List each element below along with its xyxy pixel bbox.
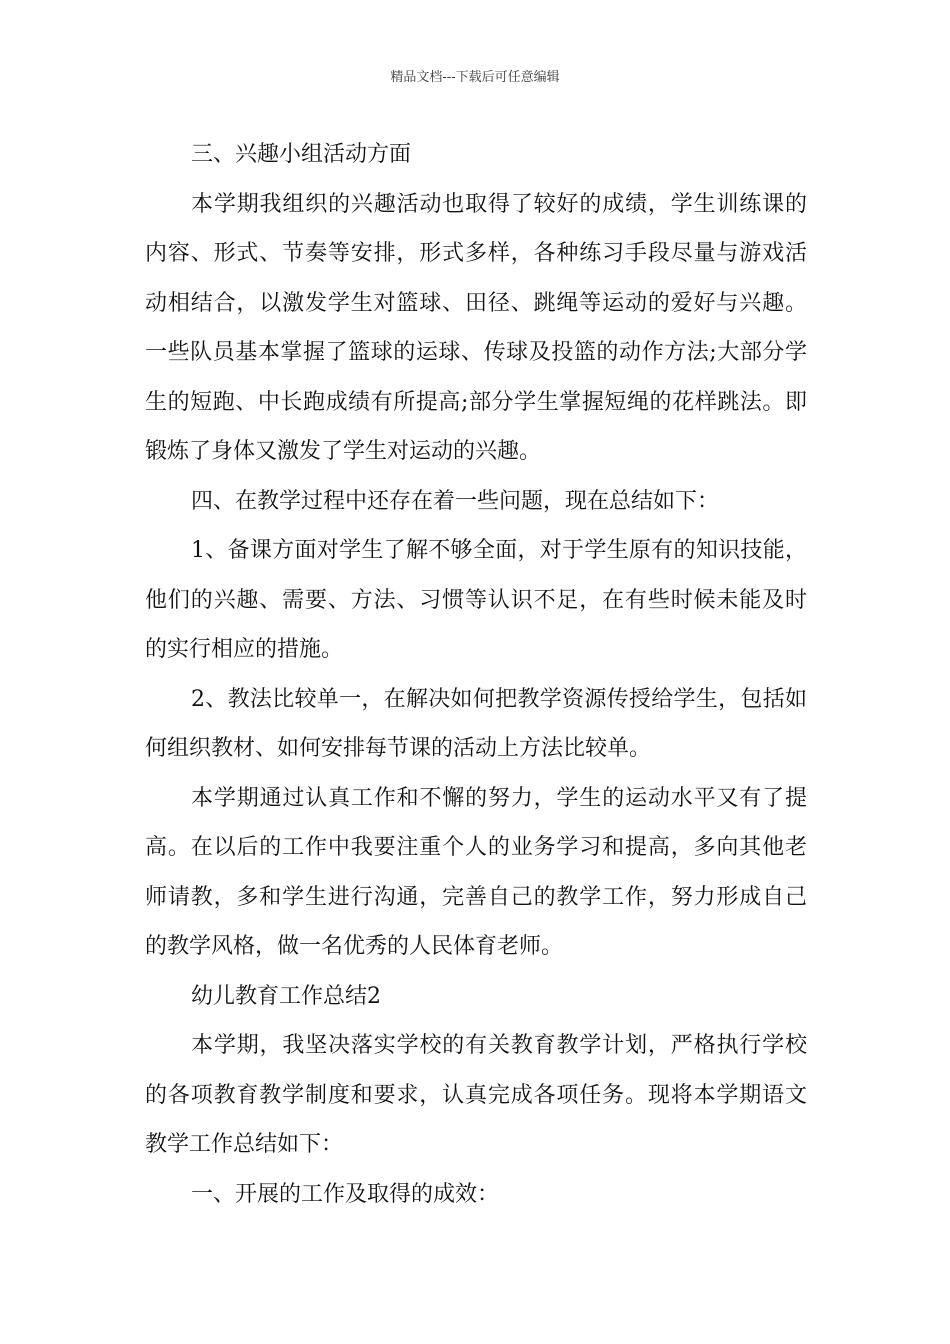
document-body (145, 130, 807, 1219)
paragraph-line: 何组织教材、如何安排每节课的活动上方法比较单。 (145, 736, 652, 761)
paragraph-interest-activities (145, 180, 807, 477)
paragraph-line: 教学工作总结如下： (145, 1132, 344, 1157)
section-heading-work-results (145, 1170, 807, 1220)
paragraph-line: 一、开展的工作及取得的成效： (191, 1181, 500, 1207)
paragraph-line: 2、教法比较单一，在解决如何把教学资源传授给学生，包括如 (191, 686, 807, 712)
paragraph-line: 幼儿教育工作总结2 (191, 983, 381, 1009)
paragraph-problem-1 (145, 526, 807, 675)
paragraph-intro-2 (145, 1021, 807, 1170)
paragraph-line: 高。在以后的工作中我要注重个人的业务学习和提高，多向其他老 (145, 835, 807, 860)
paragraph-line: 本学期我组织的兴趣活动也取得了较好的成绩，学生训练课的 (191, 191, 807, 217)
paragraph-line: 本学期通过认真工作和不懈的努力，学生的运动水平又有了提 (191, 785, 807, 811)
paragraph-conclusion (145, 774, 807, 972)
paragraph-line: 生的短跑、中长跑成绩有所提高;部分学生掌握短绳的花样跳法。即 (145, 389, 807, 415)
paragraph-line: 本学期，我坚决落实学校的有关教育教学计划，严格执行学校 (191, 1033, 807, 1058)
paragraph-line: 的各项教育教学制度和要求，认真完成各项任务。现将本学期语文 (145, 1082, 807, 1108)
paragraph-problem-2 (145, 675, 807, 774)
paragraph-line: 动相结合，以激发学生对篮球、田径、跳绳等运动的爱好与兴趣。 (145, 290, 807, 316)
paragraph-line: 四、在教学过程中还存在着一些问题，现在总结如下： (191, 488, 720, 514)
paragraph-line: 他们的兴趣、需要、方法、习惯等认识不足，在有些时候未能及时 (145, 587, 807, 613)
paragraph-line: 三、兴趣小组活动方面 (191, 142, 412, 167)
paragraph-line: 的实行相应的措施。 (145, 637, 344, 662)
paragraph-line: 的教学风格，做一名优秀的人民体育老师。 (145, 934, 564, 959)
paragraph-line: 内容、形式、节奏等安排，形式多样，各种练习手段尽量与游戏活 (145, 241, 807, 266)
page-header: 精品文档---下载后可任意编辑 (390, 70, 560, 85)
section-heading-problems (145, 477, 807, 527)
paragraph-line: 师请教，多和学生进行沟通，完善自己的教学工作，努力形成自己 (145, 884, 807, 910)
section-heading-interest-group (145, 130, 807, 180)
document-title-2 (145, 972, 807, 1022)
paragraph-line: 一些队员基本掌握了篮球的运球、传球及投篮的动作方法;大部分学 (145, 340, 807, 365)
paragraph-line: 锻炼了身体又激发了学生对运动的兴趣。 (145, 439, 542, 464)
paragraph-line: 1、备课方面对学生了解不够全面，对于学生原有的知识技能， (191, 538, 807, 563)
